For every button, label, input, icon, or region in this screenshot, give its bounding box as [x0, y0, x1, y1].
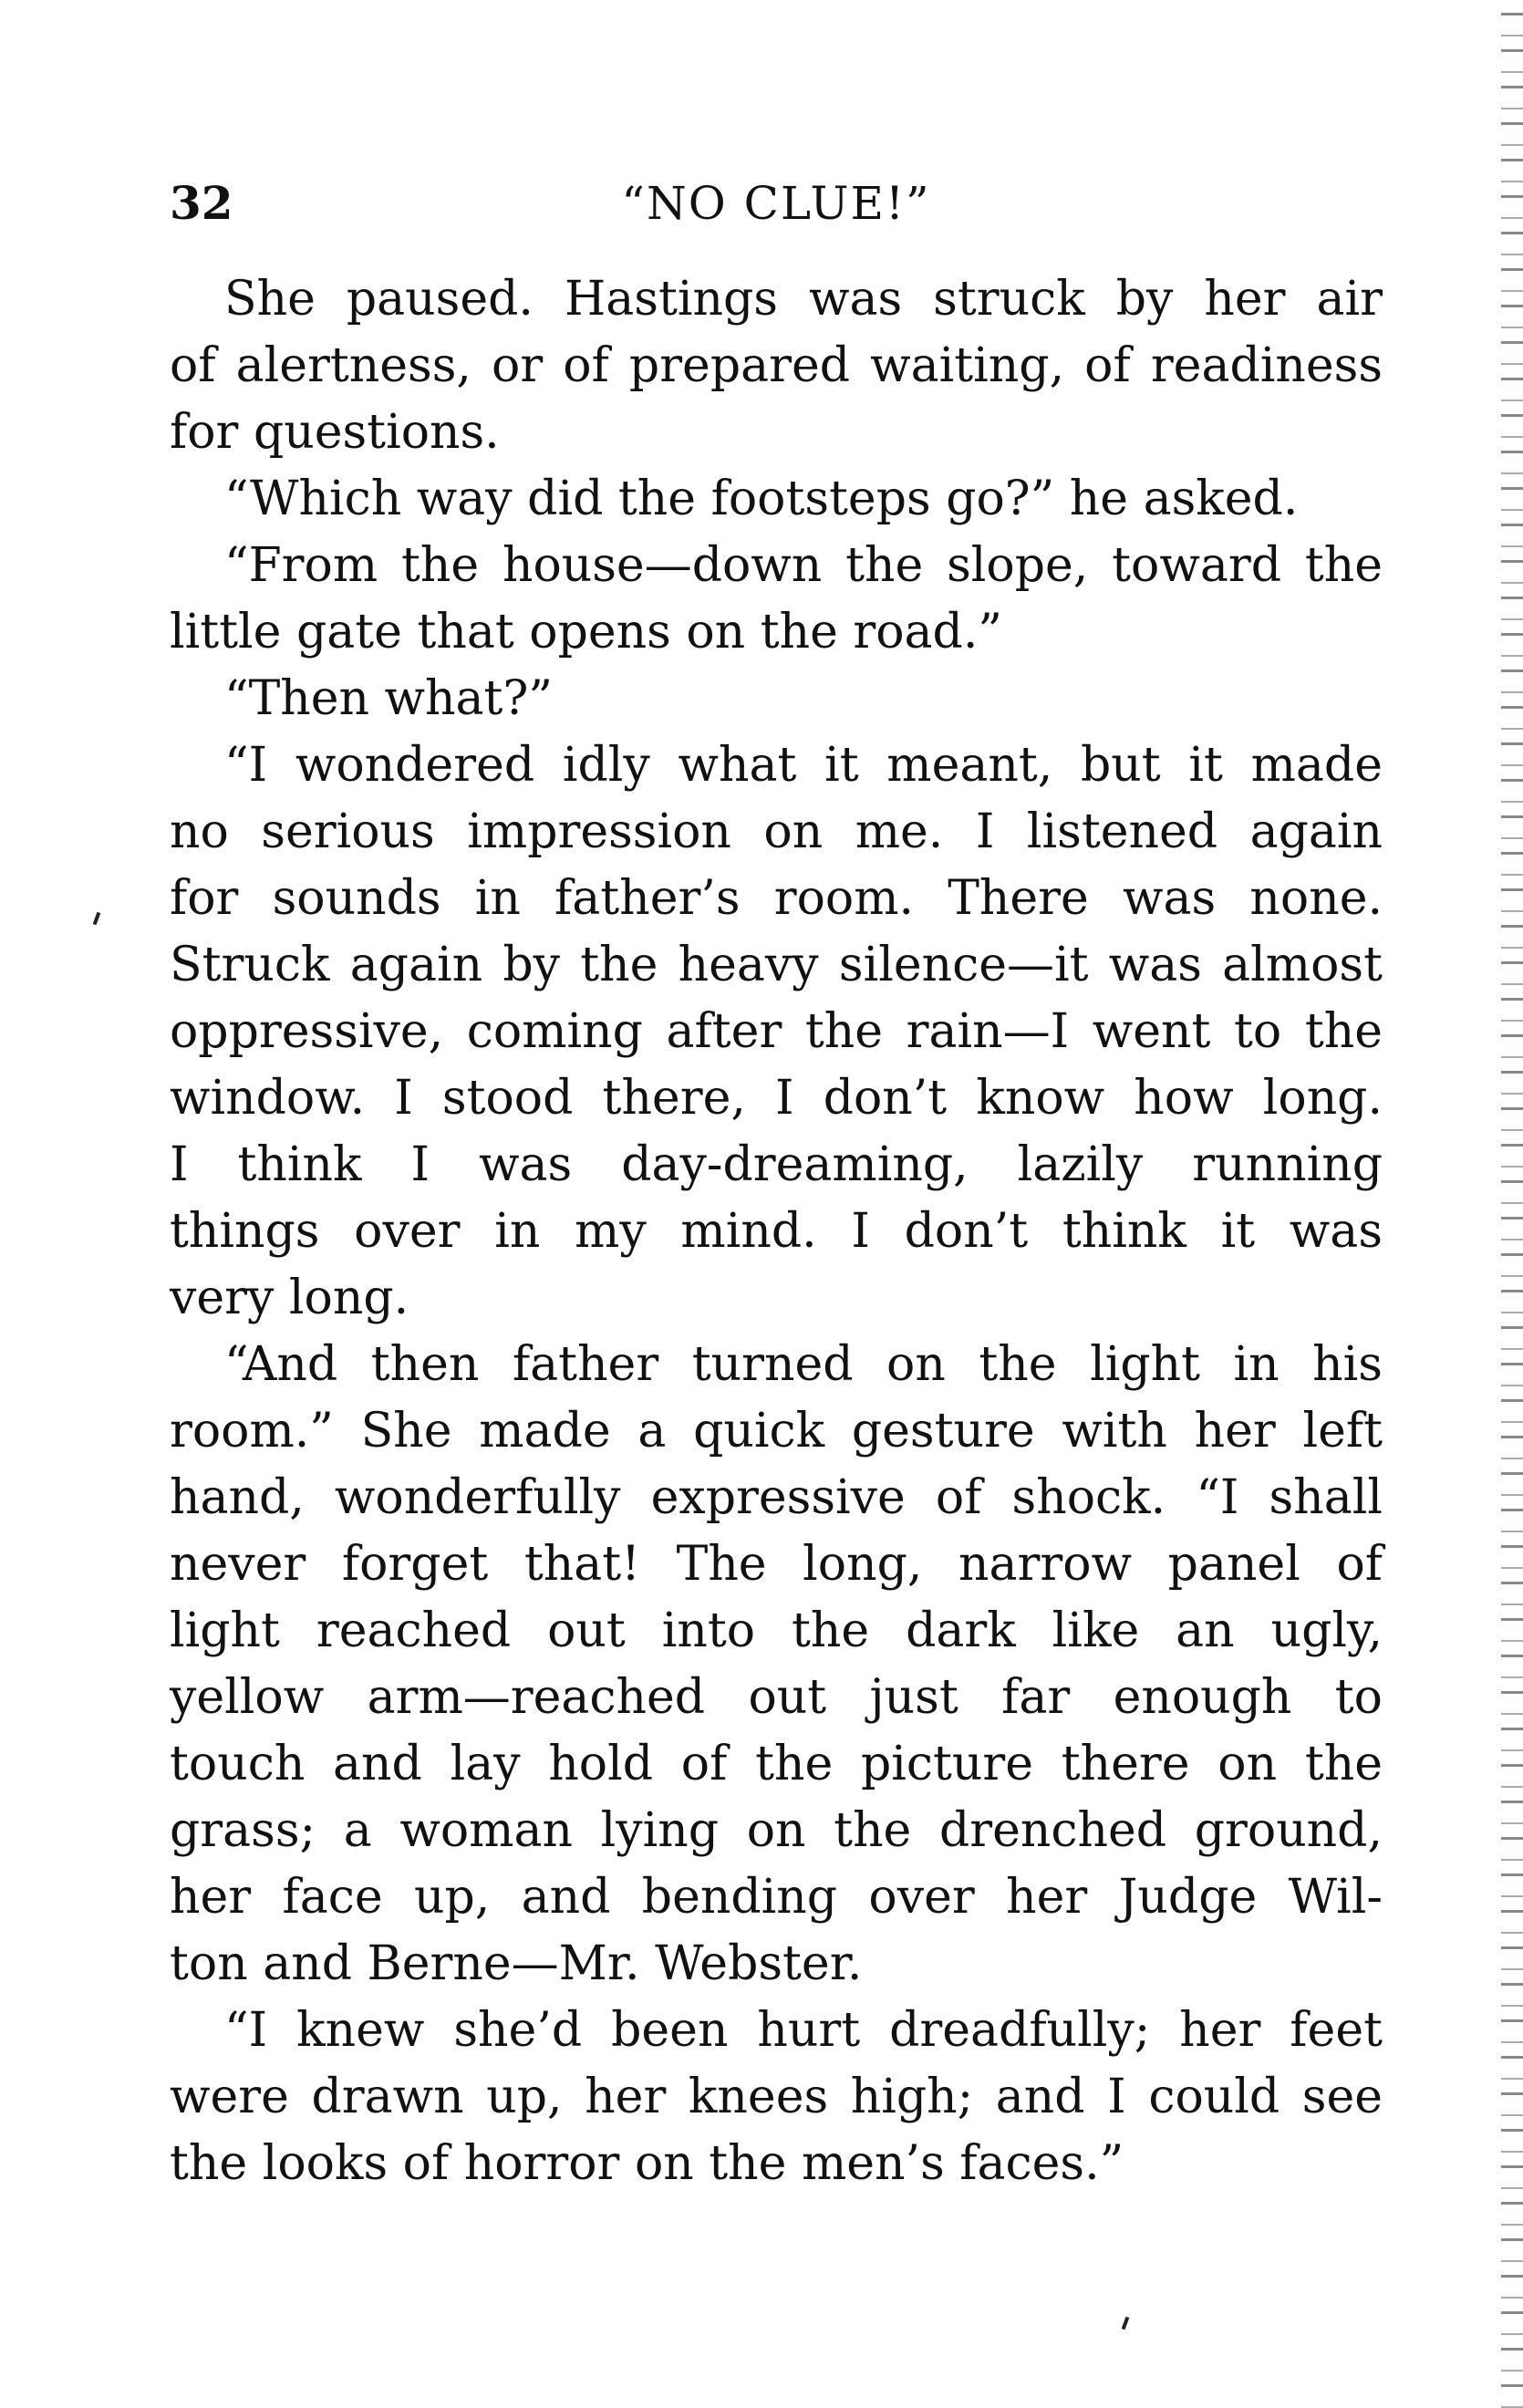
- text-line: yellow arm—reached out just far enough to: [170, 1670, 1383, 1725]
- text-line: of alertness, or of prepared waiting, of readiness: [170, 338, 1383, 393]
- paragraph: [170, 1332, 1383, 1998]
- paragraph: [170, 732, 1383, 1332]
- text-line: I think I was day-dreaming, lazily running: [170, 1137, 1383, 1192]
- paragraph: [170, 266, 1383, 466]
- text-line: “I wondered idly what it meant, but it made: [224, 738, 1383, 793]
- text-line: hand, wonderfully expressive of shock. “I shall: [170, 1470, 1383, 1525]
- text-line: She paused. Hastings was struck by her air: [224, 272, 1383, 327]
- text-line: things over in my mind. I don’t think it was: [170, 1204, 1383, 1259]
- text-line: the looks of horror on the men’s faces.”: [170, 2136, 1124, 2191]
- page-header: [170, 171, 1383, 235]
- paragraph: [170, 666, 1383, 732]
- text-line: were drawn up, her knees high; and I could see: [170, 2070, 1383, 2124]
- body-text: [170, 266, 1383, 2197]
- text-line: for sounds in father’s room. There was none.: [170, 871, 1383, 926]
- text-line: ton and Berne—Mr. Webster.: [170, 1936, 863, 1991]
- scan-edge-noise: [1501, 0, 1523, 2408]
- text-line: grass; a woman lying on the drenched ground,: [170, 1803, 1383, 1858]
- text-line: her face up, and bending over her Judge Wil-: [170, 1870, 1383, 1925]
- text-line: oppressive, coming after the rain—I went to the: [170, 1004, 1383, 1059]
- text-line: “And then father turned on the light in his: [224, 1337, 1383, 1392]
- scan-speck: [93, 912, 101, 926]
- text-line: light reached out into the dark like an ugly,: [170, 1604, 1383, 1658]
- text-line: for questions.: [170, 405, 500, 460]
- paragraph: [170, 533, 1383, 666]
- scan-speck: [1122, 2317, 1130, 2330]
- text-line: “I knew she’d been hurt dreadfully; her feet: [224, 2003, 1383, 2058]
- text-line: room.” She made a quick gesture with her left: [170, 1404, 1383, 1458]
- text-line: “Then what?”: [224, 671, 553, 726]
- text-line: “From the house—down the slope, toward the: [224, 538, 1383, 593]
- text-line: no serious impression on me. I listened again: [170, 804, 1383, 859]
- text-line: touch and lay hold of the picture there on the: [170, 1737, 1383, 1791]
- paragraph: [170, 466, 1383, 533]
- text-line: little gate that opens on the road.”: [170, 605, 1002, 659]
- text-line: Struck again by the heavy silence—it was almost: [170, 938, 1383, 992]
- text-line: window. I stood there, I don’t know how long.: [170, 1071, 1383, 1126]
- text-line: very long.: [170, 1271, 409, 1325]
- paragraph: [170, 1998, 1383, 2197]
- page-number: 32: [170, 176, 233, 230]
- text-line: “Which way did the footsteps go?” he asked.: [224, 472, 1299, 526]
- text-line: never forget that! The long, narrow panel of: [170, 1537, 1383, 1592]
- running-head: “NO CLUE!”: [621, 177, 931, 230]
